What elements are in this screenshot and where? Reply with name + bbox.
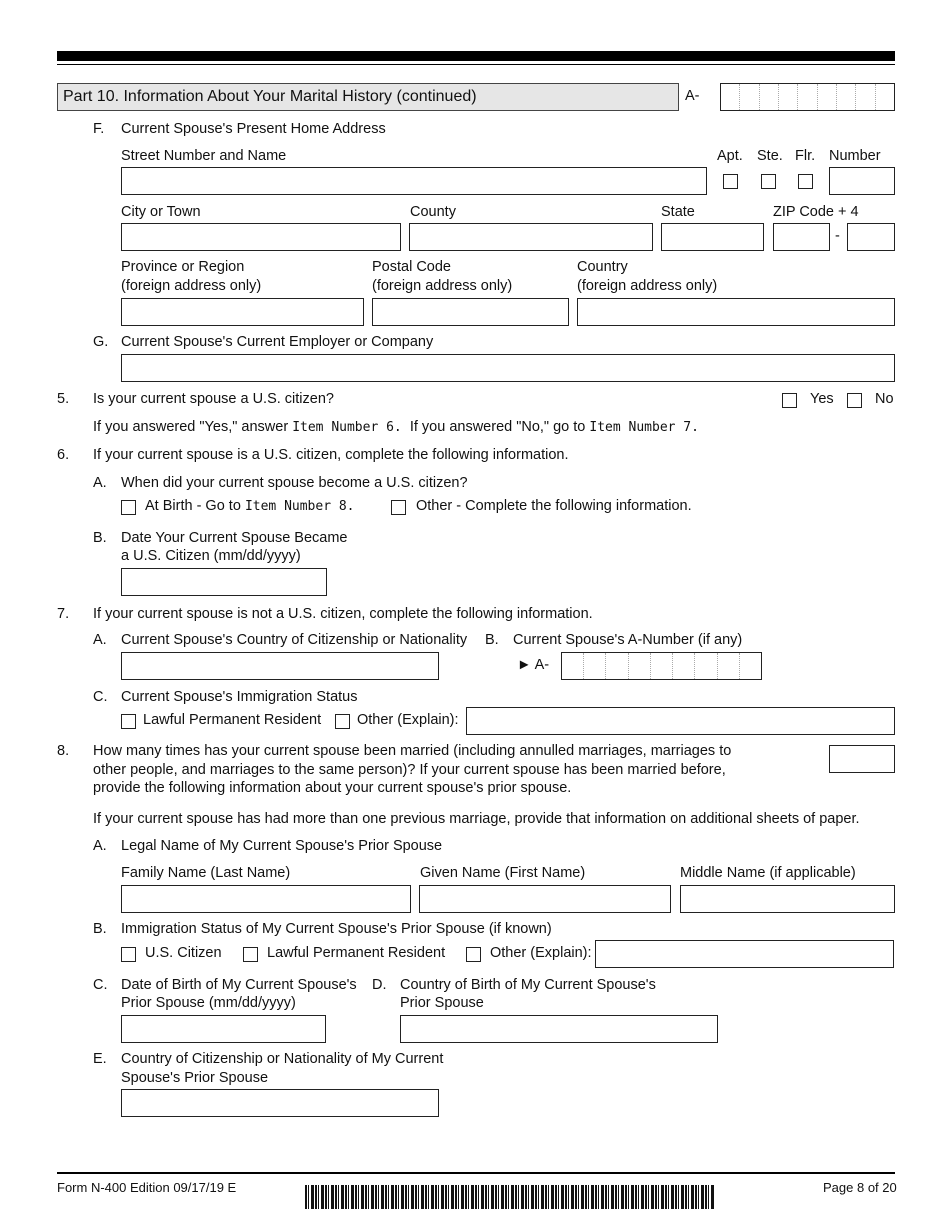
- prior-usc-checkbox[interactable]: [121, 947, 136, 962]
- footer-page-number: Page 8 of 20: [823, 1180, 897, 1195]
- q8c-line2: Prior Spouse (mm/dd/yyyy): [121, 995, 296, 1011]
- q8-line3: provide the following information about your current spouse's prior spouse.: [93, 780, 572, 796]
- q8b-text: Immigration Status of My Current Spouse's Prior Spouse (if known): [121, 921, 552, 937]
- given-name-input[interactable]: [419, 885, 671, 913]
- arrow-a-prefix: ► A-: [517, 657, 550, 673]
- employer-input[interactable]: [121, 354, 895, 382]
- postal-input[interactable]: [372, 298, 569, 326]
- q8d-letter: D.: [372, 977, 387, 993]
- middle-name-label: Middle Name (if applicable): [680, 865, 856, 881]
- times-married-input[interactable]: [829, 745, 895, 773]
- country-foreign: (foreign address only): [577, 278, 718, 294]
- q5-item6: Item Number 6.: [292, 420, 402, 435]
- item-g-title: Current Spouse's Current Employer or Company: [121, 334, 434, 350]
- q5-no-label: No: [875, 391, 894, 407]
- prior-lpr-checkbox[interactable]: [243, 947, 258, 962]
- q8d-line1: Country of Birth of My Current Spouse's: [400, 977, 656, 993]
- at-birth-text: At Birth - Go to: [145, 498, 241, 514]
- part-title: Part 10. Information About Your Marital History: [63, 88, 393, 105]
- q8c-letter: C.: [93, 977, 108, 993]
- q8-extra: If your current spouse has had more than one previous marriage, provide that information on additional sheets of paper.: [93, 811, 860, 827]
- q6-number: 6.: [57, 447, 70, 463]
- flr-checkbox[interactable]: [798, 174, 813, 189]
- item-g-letter: G.: [93, 334, 109, 350]
- state-label: State: [661, 204, 695, 220]
- at-birth-item8: Item Number 8.: [244, 499, 355, 514]
- q5-instr-b: If you answered "No," go to: [409, 419, 586, 435]
- prior-other-explain-input[interactable]: [595, 940, 894, 968]
- province-input[interactable]: [121, 298, 364, 326]
- prior-nationality-input[interactable]: [121, 1089, 439, 1117]
- q8-line1: How many times has your current spouse been married (including annulled marriages, marriages to: [93, 743, 732, 759]
- q8e-line2: Spouse's Prior Spouse: [121, 1070, 269, 1086]
- family-name-label: Family Name (Last Name): [121, 865, 291, 881]
- q5-instruction: [93, 419, 699, 435]
- a-number-prefix: A-: [685, 88, 700, 104]
- q8b-letter: B.: [93, 921, 107, 937]
- ste-label: Ste.: [757, 148, 783, 164]
- city-input[interactable]: [121, 223, 401, 251]
- q8d-line2: Prior Spouse: [400, 995, 484, 1011]
- ste-checkbox[interactable]: [761, 174, 776, 189]
- zip-label: ZIP Code + 4: [773, 204, 859, 220]
- q8c-line1: Date of Birth of My Current Spouse's: [121, 977, 357, 993]
- q7b-letter: B.: [485, 632, 499, 648]
- country-input[interactable]: [577, 298, 895, 326]
- apt-checkbox[interactable]: [723, 174, 738, 189]
- apt-label: Apt.: [717, 148, 743, 164]
- footer-form-edition: Form N-400 Edition 09/17/19 E: [57, 1180, 237, 1195]
- q8-number: 8.: [57, 743, 70, 759]
- q7-other-explain-input[interactable]: [466, 707, 895, 735]
- city-label: City or Town: [121, 204, 201, 220]
- q8e-letter: E.: [93, 1051, 107, 1067]
- spouse-a-number-field[interactable]: [561, 652, 762, 680]
- footer-rule: [57, 1172, 895, 1174]
- q6a-text: When did your current spouse become a U.S. citizen?: [121, 475, 468, 491]
- zip-dash: -: [835, 228, 840, 244]
- prior-dob-input[interactable]: [121, 1015, 326, 1043]
- item-f-title: Current Spouse's Present Home Address: [121, 121, 386, 137]
- barcode-image: [305, 1185, 715, 1209]
- state-input[interactable]: [661, 223, 764, 251]
- q8e-line1: Country of Citizenship or Nationality of My Current: [121, 1051, 444, 1067]
- q7-other-label: Other (Explain):: [357, 712, 459, 728]
- q7c-text: Current Spouse's Immigration Status: [121, 689, 358, 705]
- header-a-number-field[interactable]: [720, 83, 895, 111]
- given-name-label: Given Name (First Name): [420, 865, 586, 881]
- q7-other-checkbox[interactable]: [335, 714, 350, 729]
- q5-instr-a: If you answered "Yes," answer: [93, 419, 289, 435]
- q6-other-checkbox[interactable]: [391, 500, 406, 515]
- top-rule: [57, 51, 895, 61]
- prior-lpr-label: Lawful Permanent Resident: [267, 945, 446, 961]
- q8a-text: Legal Name of My Current Spouse's Prior Spouse: [121, 838, 443, 854]
- at-birth-checkbox[interactable]: [121, 500, 136, 515]
- q5-number: 5.: [57, 391, 70, 407]
- q7a-letter: A.: [93, 632, 107, 648]
- flr-label: Flr.: [795, 148, 816, 164]
- prior-other-checkbox[interactable]: [466, 947, 481, 962]
- q6-question: If your current spouse is a U.S. citizen, complete the following information.: [93, 447, 569, 463]
- q6a-letter: A.: [93, 475, 107, 491]
- q5-yes-checkbox[interactable]: [782, 393, 797, 408]
- number-label: Number: [829, 148, 881, 164]
- q8-line2: other people, and marriages to the same person)? If your current spouse has been married before,: [93, 762, 726, 778]
- prior-birth-country-input[interactable]: [400, 1015, 718, 1043]
- q7-number: 7.: [57, 606, 70, 622]
- q6b-line1: Date Your Current Spouse Became: [121, 530, 348, 546]
- unit-number-input[interactable]: [829, 167, 895, 195]
- middle-name-input[interactable]: [680, 885, 895, 913]
- postal-label: Postal Code: [372, 259, 451, 275]
- street-label: Street Number and Name: [121, 148, 287, 164]
- q7c-letter: C.: [93, 689, 108, 705]
- zip-input[interactable]: [773, 223, 830, 251]
- q6b-letter: B.: [93, 530, 107, 546]
- q5-no-checkbox[interactable]: [847, 393, 862, 408]
- q8a-letter: A.: [93, 838, 107, 854]
- county-label: County: [410, 204, 456, 220]
- q6-other-label: Other - Complete the following information.: [416, 498, 692, 514]
- country-label: Country: [577, 259, 628, 275]
- part-suffix: (continued): [396, 88, 477, 105]
- family-name-input[interactable]: [121, 885, 411, 913]
- q7-lpr-label: Lawful Permanent Resident: [143, 712, 322, 728]
- prior-usc-label: U.S. Citizen: [145, 945, 222, 961]
- q7-lpr-checkbox[interactable]: [121, 714, 136, 729]
- item-f-letter: F.: [93, 121, 105, 137]
- prior-other-label: Other (Explain):: [490, 945, 592, 961]
- street-input[interactable]: [121, 167, 707, 195]
- county-input[interactable]: [409, 223, 653, 251]
- q5-question: Is your current spouse a U.S. citizen?: [93, 391, 334, 407]
- q7a-text: Current Spouse's Country of Citizenship or Nationality: [121, 632, 468, 648]
- part-header: [57, 83, 679, 111]
- q6b-line2: a U.S. Citizen (mm/dd/yyyy): [121, 548, 301, 564]
- zip4-input[interactable]: [847, 223, 895, 251]
- province-label: Province or Region: [121, 259, 245, 275]
- q7b-text: Current Spouse's A-Number (if any): [513, 632, 743, 648]
- citizen-date-input[interactable]: [121, 568, 327, 596]
- at-birth-label: [145, 498, 355, 514]
- province-foreign: (foreign address only): [121, 278, 262, 294]
- top-thin-rule: [57, 64, 895, 65]
- postal-foreign: (foreign address only): [372, 278, 513, 294]
- q7-question: If your current spouse is not a U.S. citizen, complete the following information.: [93, 606, 593, 622]
- q5-yes-label: Yes: [810, 391, 834, 407]
- spouse-nationality-input[interactable]: [121, 652, 439, 680]
- q5-item7: Item Number 7.: [589, 420, 699, 435]
